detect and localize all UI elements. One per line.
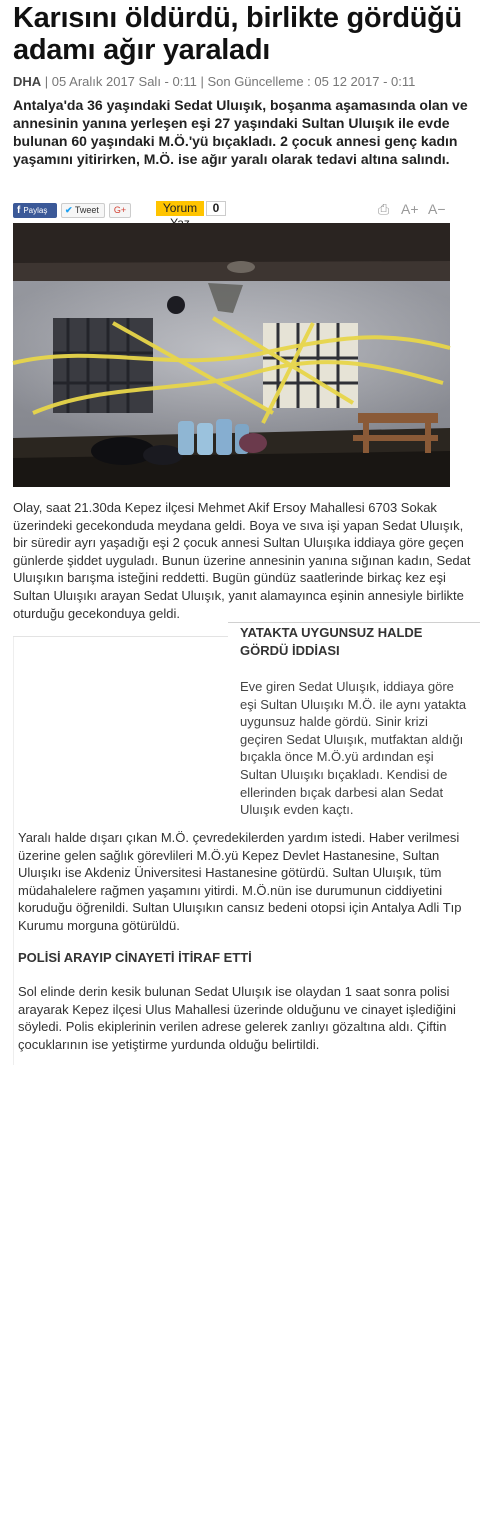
- meta-separator: |: [44, 74, 52, 89]
- twitter-icon: ✔: [65, 205, 73, 215]
- article-paragraph: Yaralı halde dışarı çıkan M.Ö. çevredekilerden yardım istedi. Haber verilmesi üzerine gelen sağlık görevlileri M.Ö.yü Kepez Devlet Hastanesine, Sultan Uluışıkı ise Akdeniz Üniversitesi Hastanesine götürdü. Sultan Uluışık, tüm müdahalelere rağmen yaşamını yitirdi. M.Ö.nün ise durumunun ciddiyetini koruduğu öğrenildi. Sultan Uluışıkın cansız bedeni otopsi için Antalya Adli Tıp Kurumu morguna götürüldü.: [18, 830, 462, 933]
- section-divider: [13, 636, 228, 637]
- box-text: Eve giren Sedat Uluışık, iddiaya göre eşi Sultan Uluışıkı M.Ö. ile aynı yatakta uygunsuz halde gördü. Sinir krizi geçiren Sedat Uluışık, mutfaktan aldığı bıçakla önce M.Ö.yü ardından eşi Sultan Uluışıkı bıçakladı. Kendisi de ellerinden bıçak darbesi alan Sedat Uluışık evden kaçtı.: [240, 679, 467, 818]
- comment-count: 0: [206, 201, 226, 216]
- facebook-icon: f: [17, 205, 21, 216]
- font-decrease-button[interactable]: A−: [428, 201, 446, 217]
- article-meta: [13, 74, 415, 89]
- tweet-label: Tweet: [74, 205, 99, 215]
- article-lead: Antalya'da 36 yaşındaki Sedat Uluışık, boşanma aşamasında olan ve annesinin yanına yerleşen eşi 27 yaşındaki Sultan Uluışık ile evde bulunan 60 yaşındaki M.Ö.'yü bıçakladı. 2 çocuk annesi genç kadın yaşamını yitirirken, M.Ö. ise ağır yaralı olarak tedavi altına salındı.: [13, 97, 468, 167]
- crime-scene-illustration: [13, 223, 450, 487]
- article-paragraph: Sol elinde derin kesik bulunan Sedat Uluışık ise olaydan 1 saat sonra polisi arayarak Kepez ilçesi Ulus Mahallesi üzerinde olduğunu ve cinayet işlediğini söyledi. Polis ekiplerinin verilen adrese gelerek zanlıyı gözaltına aldı. Çiftin çocuklarının ise yetiştirme yurdunda olduğu belirtildi.: [18, 984, 456, 1052]
- comment-button[interactable]: Yorum: [156, 201, 204, 216]
- article-toolbar: [13, 201, 471, 219]
- tweet-button[interactable]: [61, 203, 105, 218]
- article-subheading: POLİSİ ARAYIP CİNAYETİ İTİRAF ETTİ: [18, 950, 252, 965]
- article-paragraph: Olay, saat 21.30da Kepez ilçesi Mehmet Akif Ersoy Mahallesi 6703 Sokak üzerindeki gecekonduda meydana geldi. Boya ve sıva işi yapan Sedat Uluışık, bir süredir ayrı yaşadığı eşi 2 çocuk annesi Sultan Uluışıka iddiaya göre geçen günlerde şiddet uyguladı. Bunun üzerine annesinin yanına sığınan kadın, Sedat Uluışıkın barışma isteğini reddetti. Bugün gündüz saatlerinde birkaç kez eşi Sultan Uluışıkı arayan Sedat Uluışık, yanıt alamayınca eşinin annesiyle birlikte oturduğu gecekonduya geldi.: [13, 500, 471, 621]
- article-photo: [13, 223, 450, 487]
- article-title: Karısını öldürdü, birlikte gördüğü adamı ağır yaraladı: [13, 2, 462, 66]
- box-title: YATAKTA UYGUNSUZ HALDE GÖRDÜ İDDİASI: [240, 625, 423, 658]
- gplus-button[interactable]: G+: [109, 203, 131, 218]
- print-icon[interactable]: ⎙: [378, 201, 390, 217]
- share-label: Paylaş: [23, 206, 48, 215]
- article-updated: Son Güncelleme : 05 12 2017 - 0:11: [207, 74, 416, 89]
- meta-separator: |: [200, 74, 208, 89]
- facebook-share-button[interactable]: [13, 203, 57, 218]
- article-date: 05 Aralık 2017 Salı - 0:11: [51, 74, 197, 89]
- article-source: DHA: [13, 74, 42, 89]
- highlight-box: [240, 622, 470, 819]
- font-increase-button[interactable]: A+: [401, 201, 419, 217]
- content-border: [13, 637, 14, 1065]
